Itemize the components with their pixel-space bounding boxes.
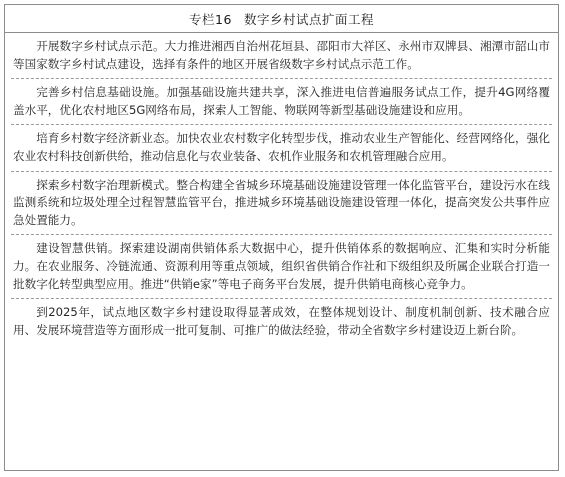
column-title-bar xyxy=(5,5,558,33)
paragraph-2025-goal: 到2025年，试点地区数字乡村建设取得显著成效，在整体规划设计、制度机制创新、技术融合应用、发展环境营造等方面形成一批可复制、可推广的做法经验，带动全省数字乡村建设迈上新台阶。 xyxy=(13,305,550,337)
column-box xyxy=(4,4,559,471)
paragraph-digital-economy: 培育乡村数字经济新业态。加快农业农村数字化转型步伐，推动农业生产智能化、经营网络化，强化农业农村科技创新供给，推动信息化与农业装备、农机作业服务和农机管理融合应用。 xyxy=(11,125,552,171)
column-tag: 专栏16 xyxy=(189,11,232,27)
column-content xyxy=(5,33,558,344)
paragraph-infrastructure: 完善乡村信息基础设施。加强基础设施共建共享，深入推进电信普遍服务试点工作，提升4G网络覆盖水平，优化农村地区5G网络布局，探索人工智能、物联网等新型基础设施建设和应用。 xyxy=(11,79,552,125)
paragraph-digital-governance: 探索乡村数字治理新模式。整合构建全省城乡环境基础设施建设管理一体化监管平台，建设污水在线监测系统和垃圾处理全过程智慧监管平台，推进城乡环境基础设施建设管理一体化，提高突发公共事件应急处置能力。 xyxy=(11,172,552,236)
paragraph-pilot-demo: 开展数字乡村试点示范。大力推进湘西自治州花垣县、邵阳市大祥区、永州市双牌县、湘潭市韶山市等国家数字乡村试点建设，选择有条件的地区开展省级数字乡村试点示范工作。 xyxy=(11,33,552,79)
column-title: 数字乡村试点扩面工程 xyxy=(243,11,374,27)
paragraph-smart-supply: 建设智慧供销。探索建设湖南供销体系大数据中心，提升供销体系的数据响应、汇集和实时分析能力。在农业服务、冷链流通、资源利用等重点领域，组织省供销合作社和下级组织及所属企业联合打造一批数字化转型典型应用。推进“供销e家”等电子商务平台发展，提升供销电商核心竞争力。 xyxy=(11,235,552,299)
